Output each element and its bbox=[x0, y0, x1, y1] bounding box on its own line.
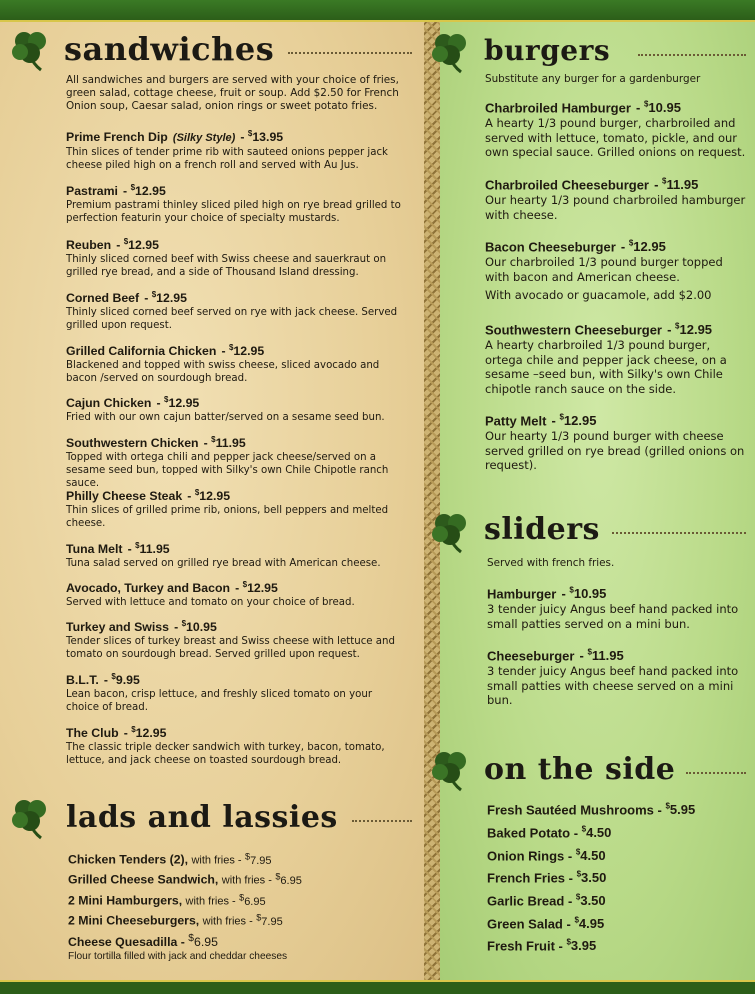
shamrock-icon bbox=[428, 30, 472, 74]
item-price: - $12.95 bbox=[620, 239, 666, 255]
item-name: Reuben bbox=[66, 238, 112, 252]
item-price: $7.95 bbox=[256, 912, 283, 928]
item-name: Philly Cheese Steak bbox=[66, 489, 183, 503]
menu-item bbox=[66, 180, 406, 225]
item-description: 3 tender juicy Angus beef hand packed into small patties with cheese served on a mini bun. bbox=[487, 664, 739, 708]
item-price: $5.95 bbox=[665, 802, 696, 818]
item-description: Our hearty 1/3 pound burger with cheese served grilled on rye bread (grilled onions on request). bbox=[485, 429, 745, 473]
shamrock-icon bbox=[8, 28, 52, 72]
item-price: $4.50 bbox=[581, 825, 612, 841]
item-name: Avocado, Turkey and Bacon bbox=[66, 581, 230, 595]
menu-item bbox=[66, 722, 406, 767]
menu-item bbox=[487, 583, 745, 631]
menu-item bbox=[66, 485, 406, 530]
item-name: Southwestern Chicken bbox=[66, 436, 199, 450]
item-note: with fries - bbox=[202, 915, 253, 928]
item-price: $3.50 bbox=[576, 870, 607, 886]
menu-item bbox=[68, 890, 266, 910]
item-description: Blackened and topped with swiss cheese, sliced avocado and bacon /served on sourdough bread. bbox=[66, 360, 380, 384]
item-price: - $10.95 bbox=[636, 100, 681, 116]
item-name: 2 Mini Cheeseburgers, bbox=[68, 913, 200, 928]
item-description: Flour tortilla filled with jack and cheddar cheeses bbox=[68, 951, 288, 963]
menu-item bbox=[485, 410, 747, 473]
item-price: $4.50 bbox=[575, 848, 606, 864]
item-name: Cheese Quesadilla - bbox=[68, 935, 185, 950]
menu-item bbox=[66, 577, 406, 609]
item-price: - $12.95 bbox=[116, 236, 159, 252]
item-description: Thinly sliced corned beef with Swiss cheese and sauerkraut on grilled rye bread, and a side of Thousand Island dressing. bbox=[66, 254, 387, 278]
menu-item bbox=[68, 869, 302, 889]
item-price: - $11.95 bbox=[579, 648, 624, 664]
item-name: Fresh Sautéed Mushrooms bbox=[487, 802, 654, 818]
item-description: Tuna salad served on grilled rye bread with American cheese. bbox=[66, 558, 381, 569]
item-addon: With avocado or guacamole, add $2.00 bbox=[485, 288, 712, 303]
item-name: Southwestern Cheeseburger bbox=[485, 322, 662, 338]
top-border bbox=[0, 0, 755, 22]
menu-item: Onion Rings - $4.50 bbox=[487, 848, 606, 864]
item-name: Grilled California Chicken bbox=[66, 344, 217, 358]
menu-item: Garlic Bread - $3.50 bbox=[487, 893, 606, 909]
menu-item bbox=[485, 319, 747, 396]
item-price: - $13.95 bbox=[240, 128, 284, 144]
item-name: Tuna Melt bbox=[66, 542, 123, 556]
menu-item bbox=[66, 392, 406, 424]
item-description: A hearty 1/3 pound burger, charbroiled and served with lettuce, tomato, pickle, and our own special sauce. Grilled onions on request. bbox=[485, 116, 746, 160]
menu-item bbox=[66, 126, 406, 172]
item-price: - $12.95 bbox=[123, 724, 167, 740]
menu-item bbox=[66, 669, 406, 714]
item-price: - $10.95 bbox=[174, 618, 217, 634]
menu-item bbox=[66, 234, 406, 279]
item-name: Cajun Chicken bbox=[66, 396, 152, 410]
item-price: - $12.95 bbox=[156, 394, 200, 410]
menu-item bbox=[66, 538, 406, 570]
item-name: Turkey and Swiss bbox=[66, 620, 169, 634]
item-note: with fries - bbox=[221, 874, 272, 887]
heading-rule bbox=[686, 772, 746, 774]
menu-item bbox=[68, 910, 283, 930]
item-price: - $11.95 bbox=[203, 434, 246, 450]
item-description: Thinly sliced corned beef served on rye with jack cheese. Served grilled upon request. bbox=[66, 307, 398, 331]
menu-item: Fresh Fruit - $3.95 bbox=[487, 938, 597, 954]
item-style: (Silky Style) bbox=[172, 132, 236, 144]
item-price: - $12.95 bbox=[144, 289, 187, 305]
sandwiches-intro: All sandwiches and burgers are served with your choice of fries, green salad, cottage cheese, fruit or soup. Add $2.50 for French Onion soup, Caesar salad, onion rings or sweet potato fries. bbox=[66, 74, 399, 112]
item-name: Pastrami bbox=[66, 184, 118, 198]
item-description: Tender slices of turkey breast and Swiss cheese with lettuce and tomato on sourdough bread. Served grilled upon request. bbox=[66, 636, 395, 660]
lads-heading: lads and lassies bbox=[66, 800, 338, 835]
sliders-intro: Served with french fries. bbox=[487, 557, 615, 569]
item-note: with fries - bbox=[185, 895, 236, 908]
item-price: - $12.95 bbox=[187, 487, 231, 503]
item-price: - $9.95 bbox=[103, 671, 140, 687]
item-name: Onion Rings bbox=[487, 848, 565, 864]
item-description: Our charbroiled 1/3 pound burger topped with bacon and American cheese. bbox=[485, 255, 723, 284]
item-description: Thin slices of tender prime rib with sauteed onions pepper jack cheese piled high on a french roll and served with Au Jus. bbox=[66, 147, 388, 171]
item-price: $7.95 bbox=[245, 851, 272, 867]
heading-rule bbox=[288, 52, 412, 54]
menu-item bbox=[66, 340, 406, 385]
item-price: - $11.95 bbox=[654, 177, 699, 193]
item-description: Lean bacon, crisp lettuce, and freshly sliced tomato on your choice of bread. bbox=[66, 689, 373, 713]
shamrock-icon bbox=[428, 510, 472, 554]
menu-item: French Fries - $3.50 bbox=[487, 870, 607, 886]
item-name: The Club bbox=[66, 726, 119, 740]
item-price: $6.95 bbox=[239, 892, 266, 908]
sliders-heading: sliders bbox=[484, 512, 600, 547]
item-description: Thin slices of grilled prime rib, onions, bell peppers and melted cheese. bbox=[66, 505, 389, 529]
shamrock-icon bbox=[428, 748, 472, 792]
menu-item: Green Salad - $4.95 bbox=[487, 916, 605, 932]
item-name: Prime French Dip bbox=[66, 130, 168, 144]
item-description: 3 tender juicy Angus beef hand packed into small patties served on a mini bun. bbox=[487, 602, 739, 631]
item-name: Patty Melt bbox=[485, 413, 547, 429]
item-description: A hearty charbroiled 1/3 pound burger, ortega chile and pepper jack cheese, on a sesame –seed bun, with Silky's own Chile chipotle ranch sauce on the side. bbox=[485, 338, 727, 396]
item-price: - $10.95 bbox=[561, 586, 607, 602]
item-price: $6.95 bbox=[188, 933, 218, 950]
item-name: Cheeseburger bbox=[487, 648, 575, 664]
item-name: Grilled Cheese Sandwich, bbox=[68, 872, 219, 887]
menu-item bbox=[66, 432, 406, 490]
item-name: Bacon Cheeseburger bbox=[485, 239, 616, 255]
menu-item: Fresh Sautéed Mushrooms - $5.95 bbox=[487, 802, 696, 818]
item-price: - $12.95 bbox=[123, 182, 166, 198]
menu-item bbox=[487, 645, 745, 708]
item-description: Topped with ortega chili and pepper jack cheese/served on a sesame seed bun, topped with Silky's own Chile Chipotle ranch sauce. bbox=[66, 452, 389, 489]
burgers-heading: burgers bbox=[484, 34, 611, 67]
celtic-knot-divider bbox=[424, 22, 440, 980]
menu-item bbox=[66, 287, 406, 332]
item-name: Chicken Tenders (2), bbox=[68, 852, 189, 867]
item-name: Baked Potato bbox=[487, 825, 571, 841]
item-price: - $12.95 bbox=[235, 579, 278, 595]
item-description: Served with lettuce and tomato on your choice of bread. bbox=[66, 597, 355, 608]
item-price: $6.95 bbox=[275, 871, 302, 887]
menu-item bbox=[485, 97, 747, 160]
item-price: - $12.95 bbox=[551, 413, 597, 429]
shamrock-icon bbox=[8, 796, 52, 840]
sides-heading: on the side bbox=[484, 752, 676, 787]
bottom-border bbox=[0, 980, 755, 994]
item-name: Hamburger bbox=[487, 586, 557, 602]
item-description: The classic triple decker sandwich with turkey, bacon, tomato, lettuce, and jack cheese on toasted sourdough bread. bbox=[66, 742, 385, 766]
item-price: $3.50 bbox=[575, 893, 606, 909]
item-name: Charbroiled Cheeseburger bbox=[485, 177, 649, 193]
item-price: - $12.95 bbox=[667, 322, 713, 338]
item-price: - $11.95 bbox=[127, 540, 170, 556]
menu-item bbox=[485, 236, 747, 303]
item-note: with fries - bbox=[191, 854, 242, 867]
item-name: Charbroiled Hamburger bbox=[485, 100, 631, 116]
item-name: B.L.T. bbox=[66, 673, 99, 687]
item-name: Green Salad bbox=[487, 916, 563, 932]
heading-rule bbox=[352, 820, 412, 822]
item-price: $4.95 bbox=[574, 916, 605, 932]
item-name: Fresh Fruit bbox=[487, 938, 555, 954]
sandwiches-heading: sandwiches bbox=[64, 30, 275, 68]
heading-rule bbox=[638, 54, 746, 56]
menu-item bbox=[68, 931, 408, 963]
item-price: - $12.95 bbox=[221, 342, 265, 358]
menu-item bbox=[68, 849, 272, 869]
item-name: Garlic Bread bbox=[487, 893, 565, 909]
burgers-intro: Substitute any burger for a gardenburger bbox=[485, 73, 701, 85]
menu-item bbox=[66, 616, 406, 661]
item-name: 2 Mini Hamburgers, bbox=[68, 893, 183, 908]
item-description: Premium pastrami thinley sliced piled high on rye bread grilled to perfection featurin your choice of specialty mustards. bbox=[66, 200, 401, 224]
item-description: Fried with our own cajun batter/served on a sesame seed bun. bbox=[66, 412, 385, 423]
menu-item: Baked Potato - $4.50 bbox=[487, 825, 612, 841]
heading-rule bbox=[612, 532, 746, 534]
item-name: French Fries bbox=[487, 870, 566, 886]
item-price: $3.95 bbox=[566, 938, 597, 954]
menu-item bbox=[485, 174, 747, 222]
item-name: Corned Beef bbox=[66, 291, 140, 305]
item-description: Our hearty 1/3 pound charbroiled hamburger with cheese. bbox=[485, 193, 746, 222]
